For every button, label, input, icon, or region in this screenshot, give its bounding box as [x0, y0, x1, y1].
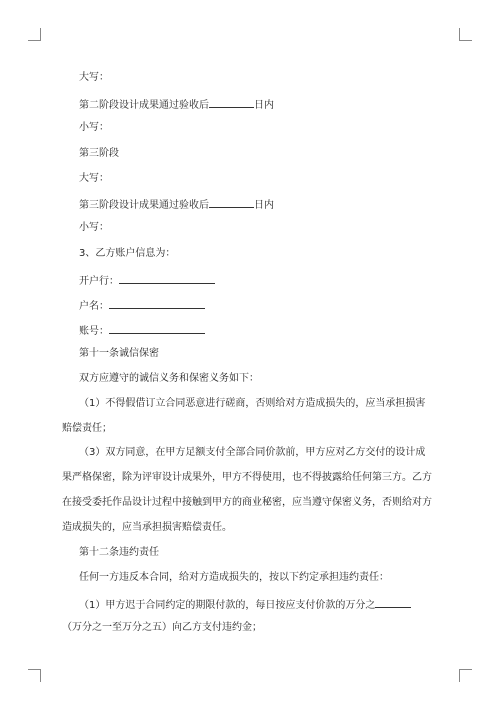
- crop-mark-bottom-right: [459, 669, 472, 682]
- stage3-text: 第三阶段设计成果通过验收后: [79, 200, 209, 211]
- daxie-line-2: 大写：: [79, 173, 109, 184]
- stage2-text: 第二阶段设计成果通过验收后: [79, 100, 209, 111]
- article-11-title: 第十一条诚信保密: [79, 348, 159, 359]
- article-11-clause-3-line-3: 在接受委托作品设计过程中接触到甲方的商业秘密，应当遵守保密义务，否则给对方: [62, 497, 432, 508]
- bank-field: [79, 272, 215, 289]
- crop-mark-top-right: [459, 28, 472, 41]
- crop-mark-bottom-left: [28, 669, 41, 682]
- article-12-clause-1-line-2: （万分之一至万分之五）向乙方支付违约金；: [62, 622, 262, 633]
- stage3-suffix: 日内: [254, 200, 274, 211]
- account-name-blank: [109, 297, 205, 309]
- daxie-line-1: 大写：: [79, 72, 109, 83]
- article-11-clause-3-line-1: （3）双方同意，在甲方足额支付全部合同价款前，甲方应对乙方交付的设计成: [79, 447, 426, 458]
- account-number-field: [79, 322, 205, 339]
- bank-blank: [119, 272, 215, 284]
- article-11-clause-1-line-1: （1）不得假借订立合同恶意进行磋商，否则给对方造成损失的，应当承担损害: [79, 398, 426, 409]
- article-12-intro: 任何一方违反本合同，给对方造成损失的，按以下约定承担违约责任：: [79, 572, 389, 583]
- article-12-clause-1-text: （1）甲方迟于合同约定的期限付款的，每日按应支付价款的万分之: [79, 600, 376, 611]
- account-number-label: 账号：: [79, 326, 109, 337]
- xiaoxie-line-2: 小写：: [79, 222, 109, 233]
- article-11-clause-1-line-2: 赔偿责任；: [62, 423, 112, 434]
- stage2-days-blank: [209, 96, 254, 108]
- article-11-intro: 双方应遵守的诚信义务和保密义务如下：: [79, 373, 259, 384]
- account-info-title: 3、乙方账户信息为：: [79, 248, 176, 259]
- account-number-blank: [109, 322, 205, 334]
- bank-label: 开户行：: [79, 276, 119, 287]
- xiaoxie-line-1: 小写：: [79, 122, 109, 133]
- stage3-title: 第三阶段: [79, 148, 119, 159]
- article-11-clause-3-line-4: 造成损失的，应当承担损害赔偿责任。: [62, 522, 232, 533]
- account-name-label: 户名：: [79, 301, 109, 312]
- crop-mark-top-left: [28, 28, 41, 41]
- article-12-clause-1-line-1: [79, 596, 411, 613]
- stage2-suffix: 日内: [254, 100, 274, 111]
- account-name-field: [79, 297, 205, 314]
- article-12-title: 第十二条违约责任: [79, 547, 159, 558]
- penalty-rate-blank: [375, 596, 411, 608]
- stage3-acceptance-line: [79, 196, 274, 213]
- stage3-days-blank: [209, 196, 254, 208]
- article-11-clause-3-line-2: 果严格保密，除为评审设计成果外，甲方不得使用，也不得披露给任何第三方。乙方: [62, 472, 432, 483]
- stage2-acceptance-line: [79, 96, 274, 113]
